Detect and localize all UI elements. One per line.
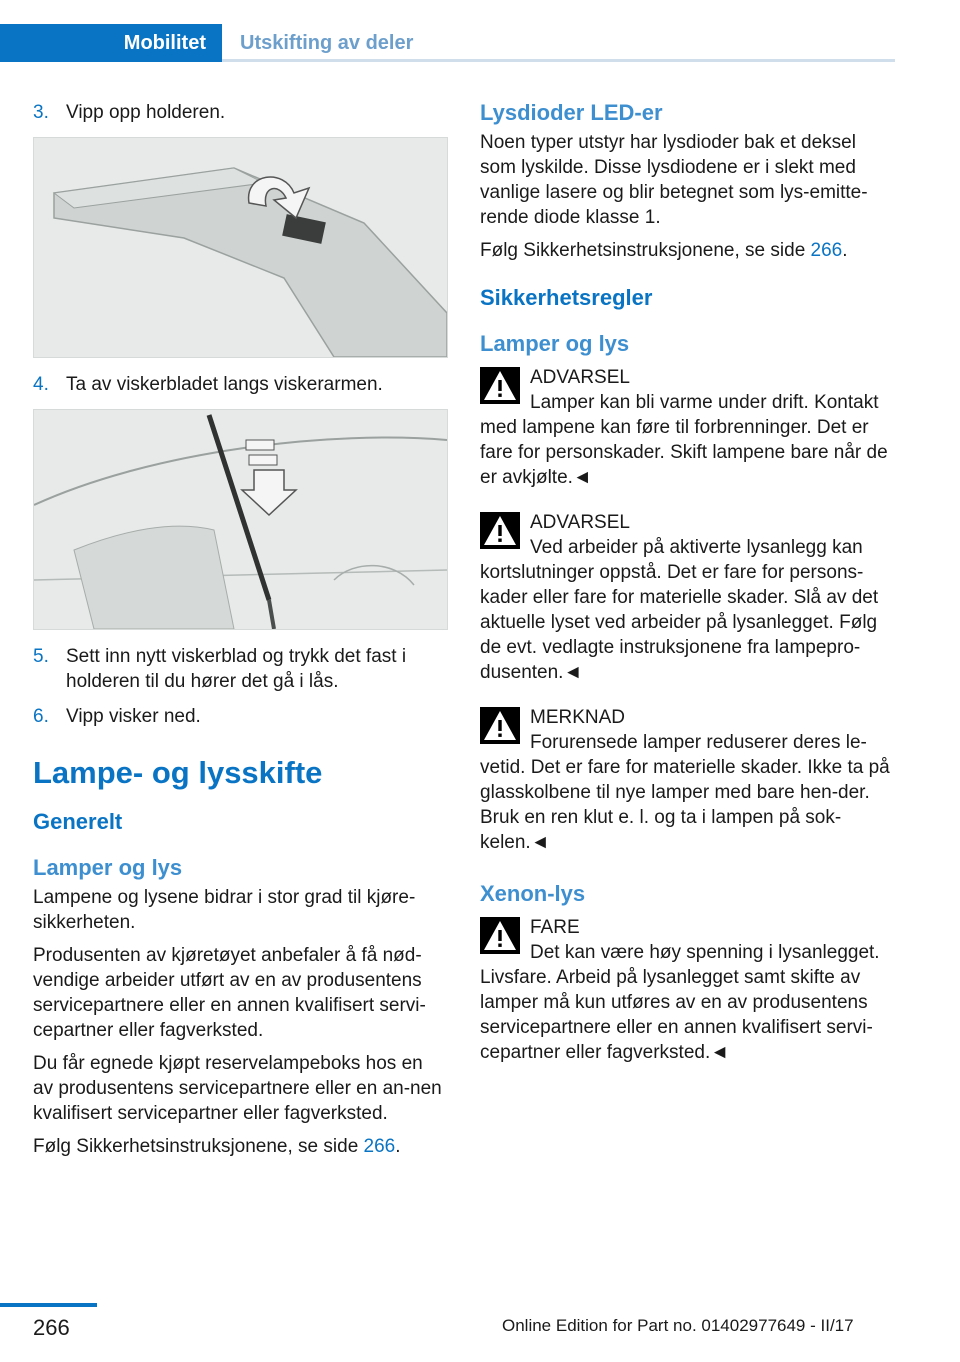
warning-first-line: Det kan være høy spenning i lysanlegget. (530, 942, 880, 963)
warning-block (480, 363, 897, 490)
step-3 (33, 100, 448, 125)
warning-triangle-icon (480, 707, 520, 744)
left-column (33, 100, 448, 1167)
header-tabs (0, 24, 895, 62)
step-number: 4. (33, 374, 49, 395)
section-title: Lampe- og lysskifte (33, 755, 323, 790)
step-4 (33, 372, 448, 397)
tab-mobilitet[interactable]: Mobilitet (0, 24, 222, 62)
step-number: 3. (33, 102, 49, 123)
step-text: Vipp opp holderen. (66, 102, 226, 123)
topic-title: Lysdioder LED-er (480, 100, 663, 125)
wiper-holder-illustration (33, 137, 448, 358)
paragraph: Lampene og lysene bidrar i stor grad til kjøre-sikkerheten. (33, 887, 416, 933)
wiper-blade-illustration (33, 409, 448, 630)
page-link[interactable]: 266 (363, 1136, 396, 1157)
wiper-blade-drawing (34, 410, 447, 629)
header-rule (222, 59, 895, 62)
paragraph: Du får egnede kjøpt reservelampeboks hos en av produsentens servicepartnere eller en an-nen kvalifisert servicepartner eller fagverksted. (33, 1053, 442, 1124)
warning-first-line: Lamper kan bli varme under drift. Kontakt (530, 392, 879, 413)
step-6 (33, 704, 448, 729)
step-number: 6. (33, 706, 49, 727)
warning-text: kortslutninger oppstå. Det er fare for persons-kader eller fare for materielle skader. Slå av det aktuelle lyset ved arbeider på lysanlegget. Følg de evt. vedlagte instruksjonene fra lampepro-dusenten.◄ (480, 562, 879, 683)
step-text: Sett inn nytt viskerblad og trykk det fast i holderen til du hører det gå i lås. (66, 646, 407, 692)
warning-triangle-icon (480, 917, 520, 954)
topic-title: Lamper og lys (480, 331, 630, 356)
right-column (480, 100, 897, 1083)
paragraph: Produsenten av kjøretøyet anbefaler å få nød-vendige arbeider utført av en av produsentens servicepartnere eller en annen kvalifisert servi-cepartner eller fagverksted. (33, 945, 426, 1041)
step-text: Vipp visker ned. (66, 706, 201, 727)
paragraph-end: . (395, 1136, 401, 1157)
wiper-holder-drawing (34, 138, 447, 357)
subsection-title: Generelt (33, 809, 123, 834)
page-number: 266 (33, 1315, 70, 1340)
step-5 (33, 644, 448, 694)
warning-heading: ADVARSEL (530, 367, 630, 388)
subsection-title: Sikkerhetsregler (480, 285, 653, 310)
danger-block (480, 913, 897, 1065)
step-text: Ta av viskerbladet langs viskerarmen. (66, 374, 383, 395)
warning-text: Livsfare. Arbeid på lysanlegget samt skifte av lamper må kun utføres av en av produsentens servicepartnere eller en annen kvalifisert servi-cepartner eller fagverksted.◄ (480, 967, 873, 1063)
warning-heading: FARE (530, 917, 580, 938)
warning-first-line: Forurensede lamper reduserer deres le- (530, 732, 867, 753)
paragraph-text: Følg Sikkerhetsinstruksjonene, se side (480, 240, 811, 261)
footer-bar (0, 1303, 97, 1307)
paragraph (480, 238, 897, 263)
warning-text: med lampene kan føre til forbrenninger. Det er fare for personskader. Skift lampene bare når de er avkjølte.◄ (480, 417, 888, 488)
paragraph-text: Følg Sikkerhetsinstruksjonene, se side (33, 1136, 364, 1157)
step-number: 5. (33, 646, 49, 667)
paragraph-end: . (842, 240, 848, 261)
topic-title: Lamper og lys (33, 855, 183, 880)
warning-heading: ADVARSEL (530, 512, 630, 533)
tab-utskifting-av-deler[interactable]: Utskifting av deler (240, 32, 414, 54)
warning-first-line: Ved arbeider på aktiverte lysanlegg kan (530, 537, 863, 558)
warning-triangle-icon (480, 367, 520, 404)
warning-text: vetid. Det er fare for materielle skader. Ikke ta på glasskolbene til nye lamper med bare hen-der. Bruk en ren klut e. l. og ta i lampen på sok-kelen.◄ (480, 757, 890, 853)
topic-title: Xenon-lys (480, 881, 586, 906)
notice-block (480, 703, 897, 855)
paragraph (33, 1134, 448, 1159)
warning-heading: MERKNAD (530, 707, 626, 728)
page-link[interactable]: 266 (810, 240, 843, 261)
paragraph: Noen typer utstyr har lysdioder bak et deksel som lyskilde. Disse lysdiodene er i slekt med vanlige lasere og blir betegnet som lys-emitte-rende diode klasse 1. (480, 132, 868, 228)
edition-text: Online Edition for Part no. 01402977649 - II/17 (502, 1316, 854, 1335)
warning-triangle-icon (480, 512, 520, 549)
warning-block (480, 508, 897, 685)
